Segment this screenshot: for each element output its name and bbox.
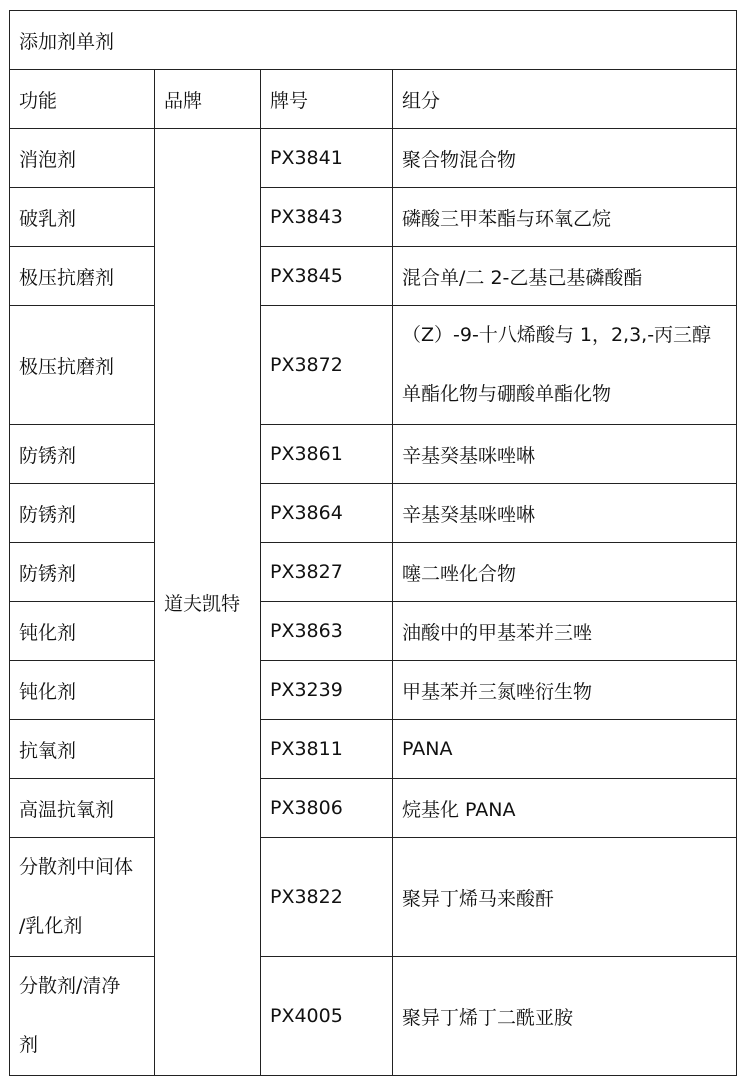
cell-function: 高温抗氧剂 bbox=[10, 779, 155, 838]
cell-composition: 聚异丁烯丁二酰亚胺 bbox=[393, 957, 737, 1076]
cell-function: 防锈剂 bbox=[10, 543, 155, 602]
table-title: 添加剂单剂 bbox=[10, 11, 737, 70]
table-row bbox=[10, 247, 737, 306]
cell-grade: PX4005 bbox=[261, 957, 393, 1076]
cell-function: 消泡剂 bbox=[10, 129, 155, 188]
cell-composition: 辛基癸基咪唑啉 bbox=[393, 425, 737, 484]
cell-grade: PX3239 bbox=[261, 661, 393, 720]
header-function: 功能 bbox=[10, 70, 155, 129]
cell-grade: PX3843 bbox=[261, 188, 393, 247]
cell-function: 钝化剂 bbox=[10, 661, 155, 720]
table-row bbox=[10, 720, 737, 779]
cell-grade: PX3806 bbox=[261, 779, 393, 838]
cell-grade: PX3872 bbox=[261, 306, 393, 425]
cell-composition: 磷酸三甲苯酯与环氧乙烷 bbox=[393, 188, 737, 247]
table-row bbox=[10, 543, 737, 602]
cell-grade: PX3841 bbox=[261, 129, 393, 188]
table-row bbox=[10, 188, 737, 247]
table-row bbox=[10, 661, 737, 720]
table-row bbox=[10, 779, 737, 838]
cell-composition: 甲基苯并三氮唑衍生物 bbox=[393, 661, 737, 720]
function-line: /乳化剂 bbox=[19, 915, 83, 937]
cell-function: 防锈剂 bbox=[10, 425, 155, 484]
cell-function: 极压抗磨剂 bbox=[10, 306, 155, 425]
cell-composition bbox=[393, 306, 737, 425]
cell-grade: PX3811 bbox=[261, 720, 393, 779]
table-header-row bbox=[10, 70, 737, 129]
table-row bbox=[10, 602, 737, 661]
composition-line: （Z）-9-十八烯酸与 1，2,3,-丙三醇 bbox=[402, 324, 712, 346]
cell-composition: 油酸中的甲基苯并三唑 bbox=[393, 602, 737, 661]
cell-grade: PX3822 bbox=[261, 838, 393, 957]
cell-function: 抗氧剂 bbox=[10, 720, 155, 779]
cell-grade: PX3864 bbox=[261, 484, 393, 543]
cell-composition: 聚异丁烯马来酸酐 bbox=[393, 838, 737, 957]
function-line: 剂 bbox=[19, 1034, 39, 1056]
cell-function: 极压抗磨剂 bbox=[10, 247, 155, 306]
cell-composition: 辛基癸基咪唑啉 bbox=[393, 484, 737, 543]
table-row bbox=[10, 484, 737, 543]
header-brand: 品牌 bbox=[155, 70, 261, 129]
cell-composition: 聚合物混合物 bbox=[393, 129, 737, 188]
table-row bbox=[10, 306, 737, 425]
cell-grade: PX3861 bbox=[261, 425, 393, 484]
cell-composition: 噻二唑化合物 bbox=[393, 543, 737, 602]
header-grade: 牌号 bbox=[261, 70, 393, 129]
composition-line: 单酯化物与硼酸单酯化物 bbox=[402, 383, 612, 405]
cell-brand: 道夫凯特 bbox=[155, 129, 261, 1076]
cell-grade: PX3827 bbox=[261, 543, 393, 602]
cell-grade: PX3863 bbox=[261, 602, 393, 661]
table-row bbox=[10, 957, 737, 1076]
additive-table bbox=[9, 10, 737, 1076]
cell-function bbox=[10, 838, 155, 957]
header-composition: 组分 bbox=[393, 70, 737, 129]
table-row bbox=[10, 838, 737, 957]
cell-function: 破乳剂 bbox=[10, 188, 155, 247]
cell-composition: 混合单/二 2-乙基己基磷酸酯 bbox=[393, 247, 737, 306]
cell-function: 钝化剂 bbox=[10, 602, 155, 661]
table-title-row bbox=[10, 11, 737, 70]
function-line: 分散剂/清净 bbox=[19, 975, 121, 997]
table-row bbox=[10, 129, 737, 188]
cell-composition: 烷基化 PANA bbox=[393, 779, 737, 838]
cell-function bbox=[10, 957, 155, 1076]
table-row bbox=[10, 425, 737, 484]
cell-function: 防锈剂 bbox=[10, 484, 155, 543]
cell-composition: PANA bbox=[393, 720, 737, 779]
function-line: 分散剂中间体 bbox=[19, 856, 134, 878]
cell-grade: PX3845 bbox=[261, 247, 393, 306]
